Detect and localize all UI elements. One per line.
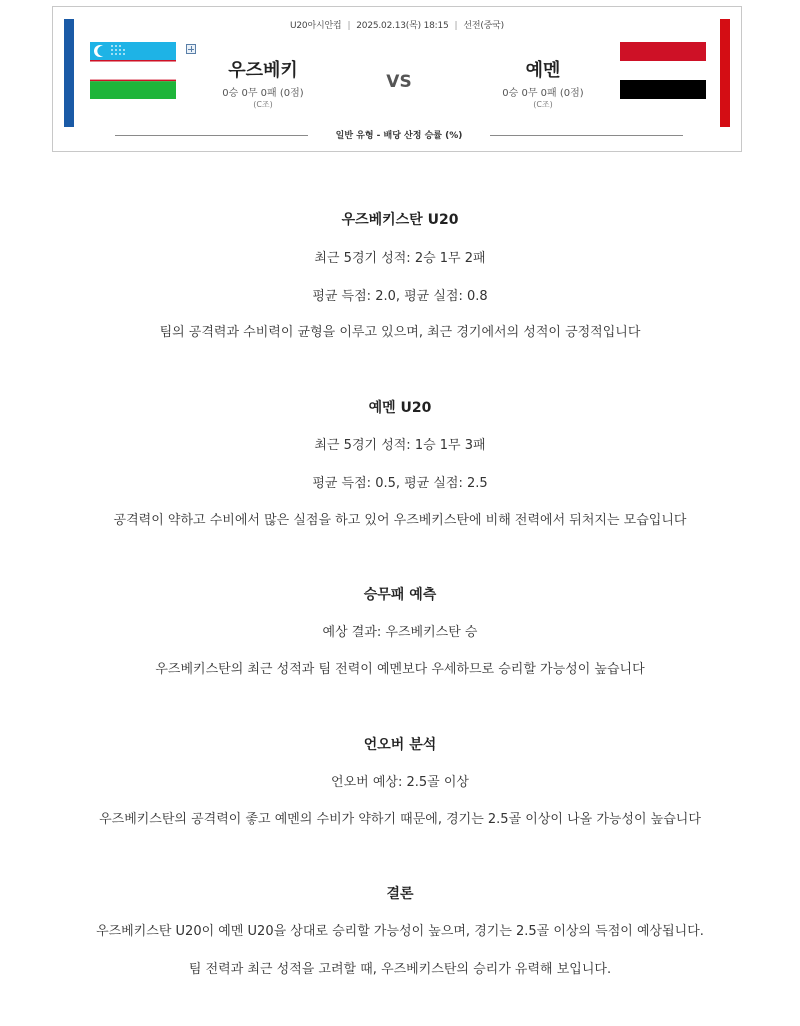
section-paragraph: 팀 전력과 최근 성적을 고려할 때, 우즈베키스탄의 승리가 유력해 보입니다. xyxy=(188,962,612,977)
match-meta: U20아시안컵 | 2025.02.13(목) 18:15 | 선전(중국) xyxy=(290,21,504,31)
away-team xyxy=(463,60,623,110)
section-title: 예멘 U20 xyxy=(368,400,432,416)
divider-left xyxy=(115,135,308,136)
section-paragraph: 최근 5경기 성적: 2승 1무 2패 xyxy=(314,251,486,266)
section-title: 우즈베키스탄 U20 xyxy=(341,212,459,228)
section-paragraph: 공격력이 약하고 수비에서 많은 실점을 하고 있어 우즈베키스탄에 비해 전력에서 뒤처지는 모습입니다 xyxy=(113,513,687,528)
away-team-record: 0승 0무 0패 (0점) xyxy=(502,88,584,99)
away-team-group: (C조) xyxy=(533,100,553,109)
section-paragraph: 우즈베키스탄의 공격력이 좋고 예멘의 수비가 약하기 때문에, 경기는 2.5골 이상이 나올 가능성이 높습니다 xyxy=(99,812,701,827)
section-paragraph: 우즈베키스탄 U20이 예멘 U20을 상대로 승리할 가능성이 높으며, 경기는 2.5골 이상의 득점이 예상됩니다. xyxy=(96,924,704,939)
home-color-bar xyxy=(64,19,74,127)
divider-right xyxy=(490,135,683,136)
section-paragraph: 예상 결과: 우즈베키스탄 승 xyxy=(322,625,478,640)
section-title: 언오버 분석 xyxy=(363,737,437,753)
section-title: 승무패 예측 xyxy=(363,587,437,603)
section-title: 결론 xyxy=(386,886,414,902)
home-team-record: 0승 0무 0패 (0점) xyxy=(222,88,304,99)
match-venue: 선전(중국) xyxy=(463,21,504,31)
home-team-group: (C조) xyxy=(253,100,273,109)
home-team-name: 우즈베키 xyxy=(228,60,298,81)
uzbekistan-flag-icon xyxy=(90,42,176,99)
away-team-name: 예멘 xyxy=(525,60,561,81)
vs-label: VS xyxy=(386,72,412,92)
section-paragraph: 팀의 공격력과 수비력이 균형을 이루고 있으며, 최근 경기에서의 성적이 긍정적입니다 xyxy=(159,325,641,340)
away-color-bar xyxy=(720,19,730,127)
section-paragraph: 평균 득점: 0.5, 평균 실점: 2.5 xyxy=(312,476,488,491)
match-datetime: 2025.02.13(목) 18:15 xyxy=(356,21,449,31)
odds-subtitle: 일반 유형 - 배당 산정 승률 (%) xyxy=(335,131,463,141)
competition-name: U20아시안컵 xyxy=(290,21,342,31)
yemen-flag-icon xyxy=(620,42,706,99)
section-paragraph: 언오버 예상: 2.5골 이상 xyxy=(331,775,469,790)
home-team xyxy=(183,60,343,110)
section-paragraph: 우즈베키스탄의 최근 성적과 팀 전력이 예멘보다 우세하므로 승리할 가능성이 높습니다 xyxy=(155,662,645,677)
expand-icon[interactable] xyxy=(186,44,196,54)
match-card xyxy=(52,6,742,152)
section-paragraph: 평균 득점: 2.0, 평균 실점: 0.8 xyxy=(312,289,488,304)
section-paragraph: 최근 5경기 성적: 1승 1무 3패 xyxy=(314,438,486,453)
